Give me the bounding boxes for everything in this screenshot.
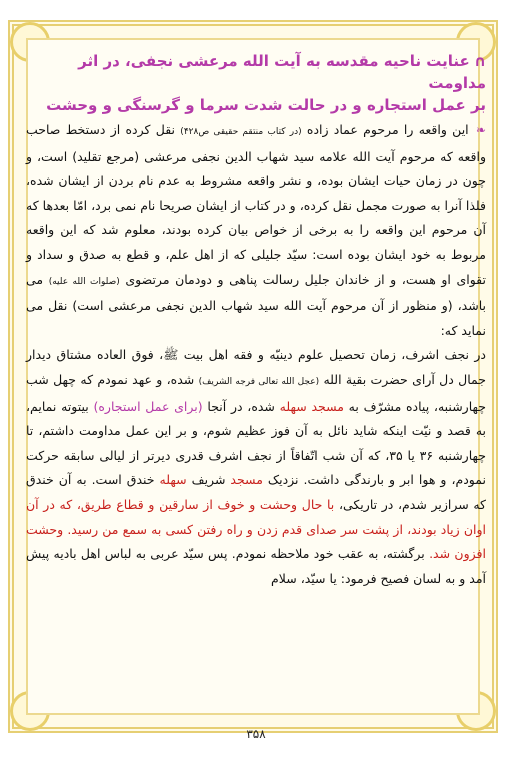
highlight-passage: با حال وحشت و خوف از سارقین و قطاع طریق، که در آن اوان زیاد بودند، از پشت سر صدای قدم زدن و راه رفتن کسی به سمع من رسید. وحشت افزون شد. — [26, 496, 486, 562]
highlight-note: (برای عمل استجاره) — [93, 398, 203, 414]
section-title — [26, 50, 486, 116]
text-run: خندق است. به آن خندق که سرازیر شدم، در تاریکی، — [26, 472, 486, 512]
highlight-place: مسجد — [230, 472, 263, 488]
title-line-1: عنایت ناحیه مقدسه به آیت الله مرعشی نجفی، در اثر مداومت — [78, 52, 486, 92]
text-run: این واقعه را مرحوم عماد زاده — [306, 122, 469, 137]
honorific-symbol: ﷺ — [163, 347, 179, 363]
page-number: ۳۵۸ — [246, 727, 266, 741]
paragraph-marker-icon: ❧ — [475, 123, 486, 137]
text-run: شریف — [191, 472, 226, 488]
highlight-place: مسجد سهله — [279, 398, 344, 414]
text-run: می باشد، (و منظور از آن مرحوم آیت الله سید شهاب الدین نجفی مرعشی است) نقل می نماید که: — [26, 271, 486, 338]
text-run: در نجف اشرف، زمان تحصیل علوم دینیّه و فقه اهل بیت — [183, 347, 486, 363]
body-paragraph — [26, 118, 486, 591]
text-run: شده، و عهد نمودم که چهل شب چهارشنبه، پیاده مشرّف به — [26, 371, 486, 414]
citation: (در کتاب منتقم حقیقی ص۴۲۸) — [180, 127, 302, 137]
text-run: نقل کرده از دستخط صاحب واقعه که مرحوم آیت الله علامه سید شهاب الدین نجفی مرعشی (مرجع تقلید) است، و چون در زمان حیات ایشان بوده، و نشر واقعه مشروط به عدم نام بردن از ایشان شده، فلذا آنرا به صورت مجمل نقل کرده، و در کتاب از ایشان صریحا نام نمی برد، امّا بعدها که آن مرحوم این واقعه را به برخی از خواص بیان کرده بودند، معلوم شد که این واقعه مربوط به خود ایشان بوده است: سیّد جلیلی که از اهل علم، و قطع به صدق و سداد و تقوای او هست، و از خاندان جلیل رسالت پناهی و دودمان مرتضوی — [26, 122, 486, 287]
highlight-place: سهله — [159, 472, 187, 488]
text-run: برگشته، به عقب خود ملاحظه نمودم. پس سیّد عربی به لباس اهل بادیه پیش آمد و به لسان فصیح فرمود: یا سیّد، سلام — [26, 546, 486, 586]
page-content — [26, 50, 486, 591]
honorific: (صلوات الله علیه) — [48, 276, 120, 287]
text-run: ، فوق العاده مشتاق دیدار جمال دل آرای حضرت بقیة الله — [26, 347, 486, 387]
arch-icon: ∩ — [473, 52, 486, 70]
text-run: شده، در آنجا — [207, 398, 275, 414]
text-run: بیتوته نمایم، به قصد و نیّت اینکه شاید نائل به آن فوز عظیم شوم، و بر این عمل مداومت داشتم، تا چهارشنبه ۳۶ یا ۳۵، که آن شب اتّفاقاً از نجف اشرف قدری دیرتر از لیالی سابقه حرکت نمودم، و هوا ابر و بارندگی داشت. نزدیک — [26, 398, 487, 488]
honorific: (عجل الله تعالی فرجه الشریف) — [198, 376, 320, 387]
title-line-2: بر عمل استجاره و در حالت شدت سرما و گرسنگی و وحشت — [46, 96, 486, 114]
